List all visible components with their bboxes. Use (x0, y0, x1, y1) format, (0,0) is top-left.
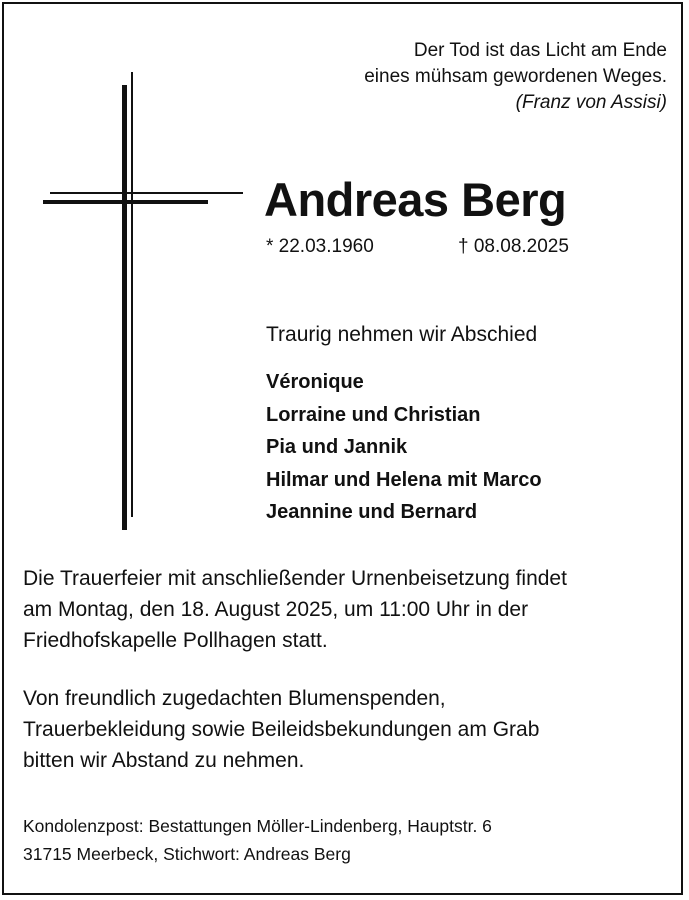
ceremony-line-1: Die Trauerfeier mit anschließender Urnenbeisetzung findet (23, 567, 567, 590)
cross-vertical-bar-thin (131, 72, 133, 517)
ceremony-line-3: Friedhofskapelle Pollhagen statt. (23, 629, 328, 652)
request-line-1: Von freundlich zugedachten Blumenspenden, (23, 687, 446, 710)
mourner-item: Jeannine und Bernard (266, 501, 478, 523)
mourner-item: Véronique (266, 371, 364, 393)
quote-line-1: Der Tod ist das Licht am Ende (413, 40, 667, 61)
condolence-line-1: Kondolenzpost: Bestattungen Möller-Lindenberg, Hauptstr. 6 (23, 816, 492, 836)
quote-line-2: eines mühsam gewordenen Weges. (364, 66, 667, 87)
quote-author: (Franz von Assisi) (515, 92, 667, 113)
mourners-list (266, 366, 542, 529)
quote-block (247, 38, 667, 116)
condolence-line-2: 31715 Meerbeck, Stichwort: Andreas Berg (23, 844, 351, 864)
cross-icon (0, 0, 260, 540)
request-line-2: Trauerbekleidung sowie Beileidsbekundungen am Grab (23, 718, 540, 741)
ceremony-line-2: am Montag, den 18. August 2025, um 11:00 Uhr in der (23, 598, 529, 621)
request-paragraph (23, 683, 673, 776)
cross-horizontal-bar-thick (43, 200, 208, 204)
ceremony-paragraph (23, 563, 673, 656)
deceased-name: Andreas Berg (264, 173, 567, 226)
request-line-3: bitten wir Abstand zu nehmen. (23, 749, 305, 772)
cross-horizontal-bar-thin (50, 192, 243, 194)
condolence-address (23, 812, 673, 868)
mourning-intro: Traurig nehmen wir Abschied (266, 323, 538, 346)
life-dates (266, 234, 569, 260)
death-date: † 08.08.2025 (458, 236, 569, 257)
birth-date: * 22.03.1960 (266, 236, 374, 257)
mourner-item: Pia und Jannik (266, 436, 408, 458)
cross-vertical-bar-thick (122, 85, 127, 530)
mourner-item: Lorraine und Christian (266, 403, 481, 426)
mourner-item: Hilmar und Helena mit Marco (266, 468, 542, 491)
